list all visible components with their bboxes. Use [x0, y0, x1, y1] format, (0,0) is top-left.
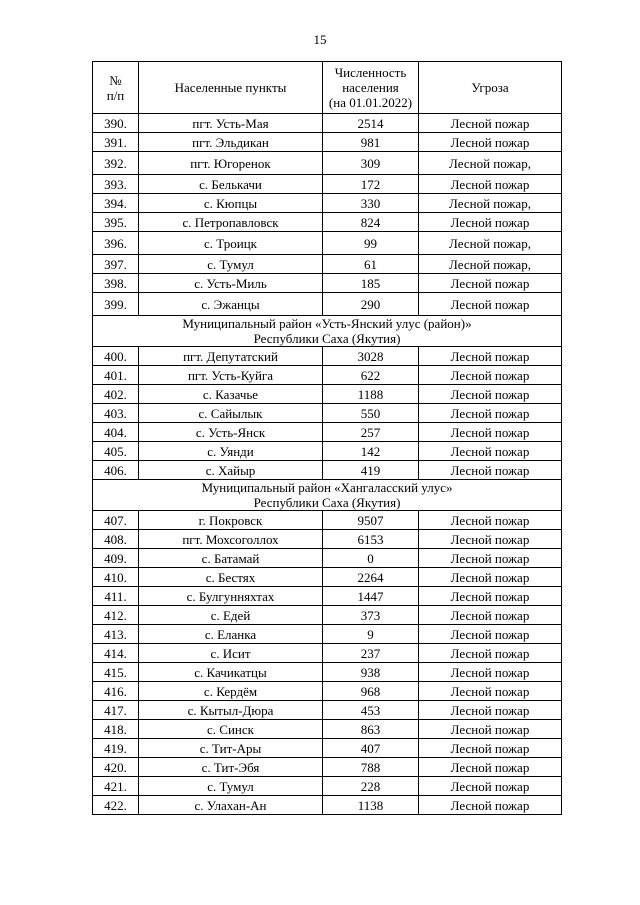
population-cell: 237: [323, 644, 419, 663]
threat-cell: Лесной пожар: [419, 549, 562, 568]
row-number-cell: 408.: [93, 530, 139, 549]
settlement-name-cell: с. Бестях: [139, 568, 323, 587]
table-row: [93, 625, 562, 644]
population-cell: 863: [323, 720, 419, 739]
table-row: [93, 796, 562, 815]
settlement-name-cell: с. Усть-Миль: [139, 274, 323, 293]
settlement-name-cell: с. Кердём: [139, 682, 323, 701]
row-number-cell: 400.: [93, 347, 139, 366]
table-row: [93, 385, 562, 404]
population-cell: 330: [323, 194, 419, 213]
population-cell: 938: [323, 663, 419, 682]
row-number-cell: 395.: [93, 213, 139, 232]
table-row: [93, 366, 562, 385]
population-cell: 9: [323, 625, 419, 644]
row-number-cell: 409.: [93, 549, 139, 568]
row-number-cell: 405.: [93, 442, 139, 461]
row-number-cell: 410.: [93, 568, 139, 587]
row-number-cell: 422.: [93, 796, 139, 815]
threat-cell: Лесной пожар: [419, 175, 562, 194]
threat-cell: Лесной пожар: [419, 530, 562, 549]
table-row: [93, 175, 562, 194]
settlement-name-cell: с. Тит-Эбя: [139, 758, 323, 777]
table-row: [93, 568, 562, 587]
settlement-name-cell: с. Синск: [139, 720, 323, 739]
table-row: [93, 213, 562, 232]
population-cell: 228: [323, 777, 419, 796]
table-row: [93, 739, 562, 758]
table-row: [93, 274, 562, 293]
settlement-name-cell: с. Уянди: [139, 442, 323, 461]
population-cell: 407: [323, 739, 419, 758]
threat-cell: Лесной пожар: [419, 114, 562, 133]
row-number-cell: 398.: [93, 274, 139, 293]
settlement-name-cell: пгт. Усть-Мая: [139, 114, 323, 133]
row-number-cell: 399.: [93, 293, 139, 316]
row-number-cell: 397.: [93, 255, 139, 274]
threat-cell: Лесной пожар: [419, 423, 562, 442]
population-cell: 550: [323, 404, 419, 423]
population-cell: 6153: [323, 530, 419, 549]
table-row: [93, 133, 562, 152]
row-number-cell: 413.: [93, 625, 139, 644]
settlement-name-cell: с. Троицк: [139, 232, 323, 255]
threat-cell: Лесной пожар: [419, 587, 562, 606]
settlement-name-cell: пгт. Мохсоголлох: [139, 530, 323, 549]
population-cell: 981: [323, 133, 419, 152]
threat-cell: Лесной пожар: [419, 606, 562, 625]
settlement-name-cell: с. Еланка: [139, 625, 323, 644]
threat-cell: Лесной пожар: [419, 347, 562, 366]
population-cell: 99: [323, 232, 419, 255]
table-row: [93, 442, 562, 461]
section-title: [93, 316, 562, 347]
table-row: [93, 663, 562, 682]
header-population-line-2: населения: [342, 80, 399, 95]
settlement-name-cell: с. Булгунняхтах: [139, 587, 323, 606]
table-row: [93, 461, 562, 480]
row-number-cell: 418.: [93, 720, 139, 739]
table-body: [93, 114, 562, 815]
header-number-line-1: №: [109, 72, 122, 88]
settlement-name-cell: с. Хайыр: [139, 461, 323, 480]
threat-cell: Лесной пожар: [419, 796, 562, 815]
row-number-cell: 419.: [93, 739, 139, 758]
settlement-name-cell: с. Казачье: [139, 385, 323, 404]
table-row: [93, 587, 562, 606]
table-row: [93, 758, 562, 777]
table-row: [93, 682, 562, 701]
row-number-cell: 390.: [93, 114, 139, 133]
table-row: [93, 114, 562, 133]
section-header-row: [93, 480, 562, 511]
row-number-cell: 396.: [93, 232, 139, 255]
population-cell: 968: [323, 682, 419, 701]
population-cell: 142: [323, 442, 419, 461]
row-number-cell: 402.: [93, 385, 139, 404]
threat-cell: Лесной пожар,: [419, 194, 562, 213]
header-settlement: Населенные пункты: [139, 62, 323, 114]
row-number-cell: 414.: [93, 644, 139, 663]
header-population: [323, 62, 419, 114]
settlement-name-cell: пгт. Югоренок: [139, 152, 323, 175]
population-cell: 1447: [323, 587, 419, 606]
population-cell: 2514: [323, 114, 419, 133]
row-number-cell: 416.: [93, 682, 139, 701]
row-number-cell: 415.: [93, 663, 139, 682]
settlement-name-cell: с. Кюпцы: [139, 194, 323, 213]
row-number-cell: 420.: [93, 758, 139, 777]
header-threat: Угроза: [419, 62, 562, 114]
row-number-cell: 406.: [93, 461, 139, 480]
table-row: [93, 606, 562, 625]
threat-cell: Лесной пожар: [419, 511, 562, 530]
population-cell: 1138: [323, 796, 419, 815]
settlement-name-cell: с. Едей: [139, 606, 323, 625]
threat-cell: Лесной пожар: [419, 133, 562, 152]
threat-cell: Лесной пожар: [419, 682, 562, 701]
table-row: [93, 404, 562, 423]
population-cell: 622: [323, 366, 419, 385]
threat-cell: Лесной пожар: [419, 385, 562, 404]
table-row: [93, 720, 562, 739]
threat-cell: Лесной пожар: [419, 404, 562, 423]
population-cell: 309: [323, 152, 419, 175]
population-cell: 0: [323, 549, 419, 568]
section-title-line: Республики Саха (Якутия): [253, 331, 401, 346]
settlement-name-cell: с. Белькачи: [139, 175, 323, 194]
row-number-cell: 417.: [93, 701, 139, 720]
population-cell: 257: [323, 423, 419, 442]
settlement-name-cell: с. Эжанцы: [139, 293, 323, 316]
population-cell: 824: [323, 213, 419, 232]
population-cell: 61: [323, 255, 419, 274]
settlement-name-cell: с. Исит: [139, 644, 323, 663]
table-row: [93, 511, 562, 530]
row-number-cell: 401.: [93, 366, 139, 385]
population-cell: 419: [323, 461, 419, 480]
table-header-row: [93, 62, 562, 114]
population-cell: 290: [323, 293, 419, 316]
settlement-name-cell: с. Усть-Янск: [139, 423, 323, 442]
header-population-line-3: (на 01.01.2022): [328, 95, 413, 110]
settlement-name-cell: с. Тумул: [139, 777, 323, 796]
table-row: [93, 152, 562, 175]
section-title-line: Муниципальный район «Усть-Янский улус (район)»: [182, 316, 472, 331]
threat-cell: Лесной пожар: [419, 442, 562, 461]
settlement-name-cell: с. Тит-Ары: [139, 739, 323, 758]
threat-cell: Лесной пожар: [419, 758, 562, 777]
row-number-cell: 393.: [93, 175, 139, 194]
section-title-line: Муниципальный район «Хангаласский улус»: [201, 480, 453, 495]
threat-cell: Лесной пожар: [419, 625, 562, 644]
settlement-name-cell: пгт. Депутатский: [139, 347, 323, 366]
table-row: [93, 644, 562, 663]
threat-cell: Лесной пожар,: [419, 232, 562, 255]
population-cell: 3028: [323, 347, 419, 366]
threat-cell: Лесной пожар: [419, 213, 562, 232]
settlements-table: [92, 61, 562, 815]
settlement-name-cell: с. Батамай: [139, 549, 323, 568]
settlement-name-cell: с. Петропавловск: [139, 213, 323, 232]
settlement-name-cell: г. Покровск: [139, 511, 323, 530]
threat-cell: Лесной пожар: [419, 663, 562, 682]
section-title: [93, 480, 562, 511]
threat-cell: Лесной пожар: [419, 568, 562, 587]
threat-cell: Лесной пожар: [419, 644, 562, 663]
threat-cell: Лесной пожар: [419, 701, 562, 720]
settlement-name-cell: пгт. Эльдикан: [139, 133, 323, 152]
population-cell: 788: [323, 758, 419, 777]
row-number-cell: 412.: [93, 606, 139, 625]
table-row: [93, 530, 562, 549]
table-row: [93, 347, 562, 366]
population-cell: 2264: [323, 568, 419, 587]
threat-cell: Лесной пожар: [419, 274, 562, 293]
population-cell: 172: [323, 175, 419, 194]
settlement-name-cell: с. Сайылык: [139, 404, 323, 423]
section-header-row: [93, 316, 562, 347]
population-cell: 9507: [323, 511, 419, 530]
threat-cell: Лесной пожар: [419, 720, 562, 739]
threat-cell: Лесной пожар: [419, 293, 562, 316]
threat-cell: Лесной пожар: [419, 777, 562, 796]
threat-cell: Лесной пожар: [419, 366, 562, 385]
table-row: [93, 549, 562, 568]
header-number: [93, 62, 139, 114]
settlement-name-cell: пгт. Усть-Куйга: [139, 366, 323, 385]
threat-cell: Лесной пожар: [419, 739, 562, 758]
population-cell: 453: [323, 701, 419, 720]
row-number-cell: 421.: [93, 777, 139, 796]
row-number-cell: 394.: [93, 194, 139, 213]
settlement-name-cell: с. Улахан-Ан: [139, 796, 323, 815]
threat-cell: Лесной пожар: [419, 461, 562, 480]
page-number: 15: [313, 32, 327, 47]
table-row: [93, 232, 562, 255]
table-row: [93, 423, 562, 442]
row-number-cell: 411.: [93, 587, 139, 606]
table-row: [93, 293, 562, 316]
population-cell: 373: [323, 606, 419, 625]
table-row: [93, 701, 562, 720]
settlement-name-cell: с. Тумул: [139, 255, 323, 274]
row-number-cell: 392.: [93, 152, 139, 175]
row-number-cell: 391.: [93, 133, 139, 152]
table-row: [93, 255, 562, 274]
header-population-line-1: Численность: [334, 65, 407, 80]
row-number-cell: 407.: [93, 511, 139, 530]
settlement-name-cell: с. Кытыл-Дюра: [139, 701, 323, 720]
threat-cell: Лесной пожар,: [419, 255, 562, 274]
threat-cell: Лесной пожар,: [419, 152, 562, 175]
row-number-cell: 404.: [93, 423, 139, 442]
table-row: [93, 194, 562, 213]
settlement-name-cell: с. Качикатцы: [139, 663, 323, 682]
population-cell: 185: [323, 274, 419, 293]
table-row: [93, 777, 562, 796]
section-title-line: Республики Саха (Якутия): [253, 495, 401, 510]
population-cell: 1188: [323, 385, 419, 404]
row-number-cell: 403.: [93, 404, 139, 423]
header-number-line-2: п/п: [106, 87, 125, 103]
